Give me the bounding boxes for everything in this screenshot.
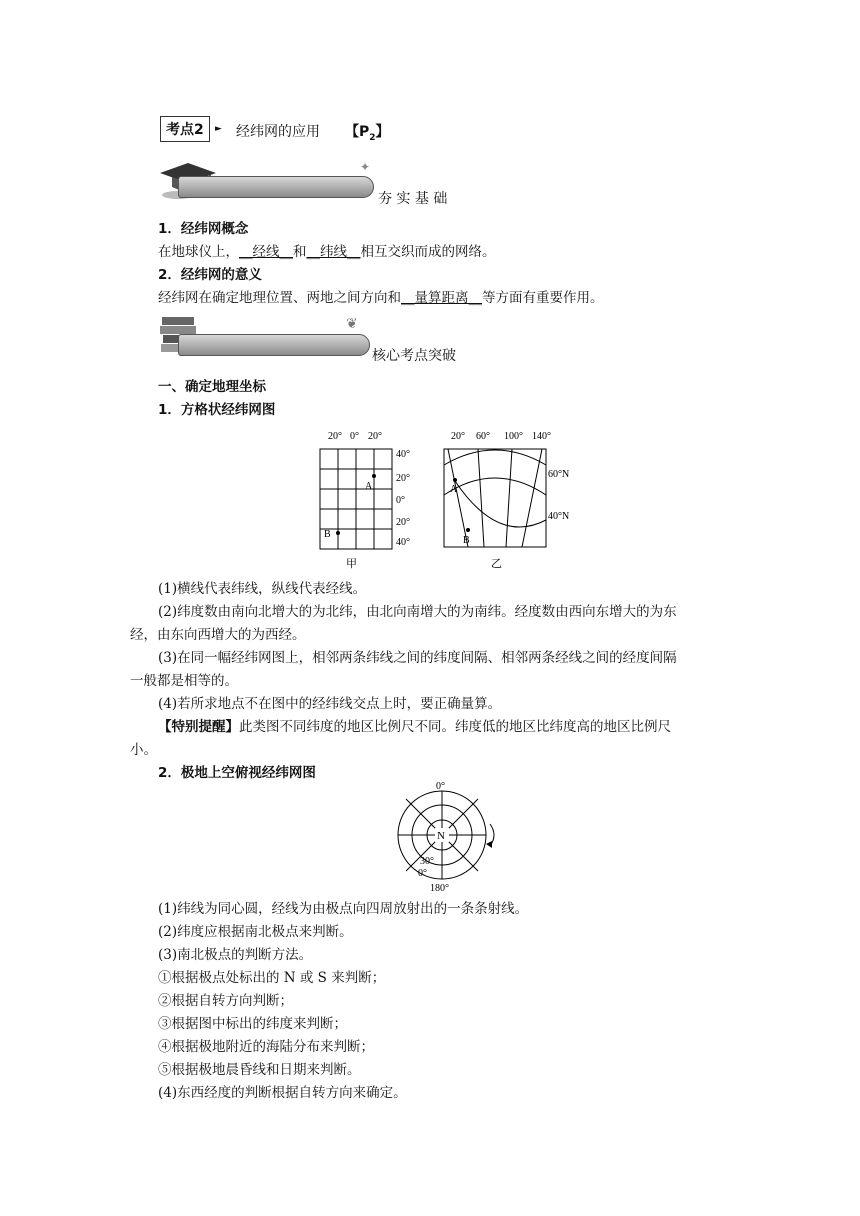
paragraph: 经，由东向西增大的为西经。: [130, 627, 306, 643]
banner-label: 核心考点突破: [372, 348, 456, 364]
jia-map: [320, 449, 392, 549]
paragraph: 经纬网在确定地理位置、两地之间方向和__量算距离__等方面有重要作用。: [158, 290, 604, 306]
list-item: ④根据极地附近的海陆分布来判断；: [158, 1039, 374, 1055]
tick-label: 20°: [451, 431, 465, 442]
section-title: 经纬网的应用: [236, 124, 320, 140]
kaodian-label: 考点: [166, 122, 194, 138]
kaodian-number: 2: [194, 122, 204, 138]
tick-label: 20°: [396, 517, 410, 528]
heading: 2．极地上空俯视经纬网图: [158, 765, 316, 781]
polar-label: 0°: [436, 781, 445, 792]
point-label: B: [324, 529, 331, 540]
tick-label: 40°: [396, 537, 410, 548]
sparkle-icon: ✦: [360, 160, 371, 174]
banner-bar: [178, 176, 374, 198]
tick-label: 100°: [504, 431, 523, 442]
paragraph: 小。: [130, 742, 157, 758]
tick-label: 20°: [396, 473, 410, 484]
heading: 1．经纬网概念: [158, 221, 249, 237]
tip-paragraph: 【特别提醒】此类图不同纬度的地区比例尺不同。纬度低的地区比纬度高的地区比例尺: [158, 719, 671, 735]
arrow-icon: ►: [215, 124, 222, 134]
polar-label: 180°: [430, 883, 449, 894]
paragraph: 一般都是相等的。: [130, 673, 238, 689]
tick-label: 40°N: [548, 511, 570, 522]
tick-label: 20°: [328, 431, 342, 442]
paragraph: (3)在同一幅经纬网图上，相邻两条纬线之间的纬度间隔、相邻两条经线之间的经度间隔: [158, 650, 677, 666]
tick-label: 60°N: [548, 469, 570, 480]
list-item: ①根据极点处标出的 N 或 S 来判断；: [158, 970, 386, 986]
map-caption: 乙: [491, 558, 502, 570]
paragraph: (4)东西经度的判断根据自转方向来确定。: [158, 1085, 407, 1101]
point-label: A: [450, 484, 458, 495]
heading: 1．方格状经纬网图: [158, 402, 276, 418]
tick-label: 140°: [532, 431, 551, 442]
polar-label: 0°: [418, 868, 427, 879]
yi-map: [444, 449, 546, 547]
plant-icon: ❦: [346, 316, 358, 332]
paragraph: 在地球仪上，__经线__和__纬线__相互交织而成的网络。: [158, 244, 496, 260]
polar-map-figure: [380, 780, 520, 895]
heading: 一、确定地理坐标: [158, 379, 266, 395]
polar-label: N: [437, 830, 445, 842]
heading: 2．经纬网的意义: [158, 267, 262, 283]
kaodian-box: [160, 116, 210, 142]
map-caption: 甲: [346, 558, 357, 570]
tick-label: 0°: [396, 495, 405, 506]
banner-label: 夯 实 基 础: [378, 191, 448, 207]
banner-bar: [178, 334, 370, 356]
tick-label: 40°: [396, 449, 410, 460]
paragraph: (3)南北极点的判断方法。: [158, 947, 313, 963]
paragraph: (1)纬线为同心圆，经线为由极点向四周放射出的一条条射线。: [158, 901, 529, 917]
tick-label: 0°: [350, 431, 359, 442]
paragraph: (4)若所求地点不在图中的经纬线交点上时，要正确量算。: [158, 696, 502, 712]
tick-label: 60°: [476, 431, 490, 442]
paragraph: (2)纬度应根据南北极点来判断。: [158, 924, 353, 940]
list-item: ②根据自转方向判断；: [158, 993, 293, 1009]
polar-label: 30°: [420, 856, 434, 867]
list-item: ⑤根据极地晨昏线和日期来判断。: [158, 1062, 361, 1078]
list-item: ③根据图中标出的纬度来判断；: [158, 1016, 347, 1032]
grid-map-figure: [318, 425, 580, 573]
rotation-arrow-icon: [486, 841, 492, 848]
paragraph: (1)横线代表纬线，纵线代表经线。: [158, 581, 367, 597]
point-label: A: [365, 481, 373, 492]
tick-label: 20°: [368, 431, 382, 442]
paragraph: (2)纬度数由南向北增大的为北纬，由北向南增大的为南纬。经度数由西向东增大的为东: [158, 604, 677, 620]
page-ref: 【$P_2$】: [345, 124, 390, 143]
point-label: B: [463, 535, 470, 546]
